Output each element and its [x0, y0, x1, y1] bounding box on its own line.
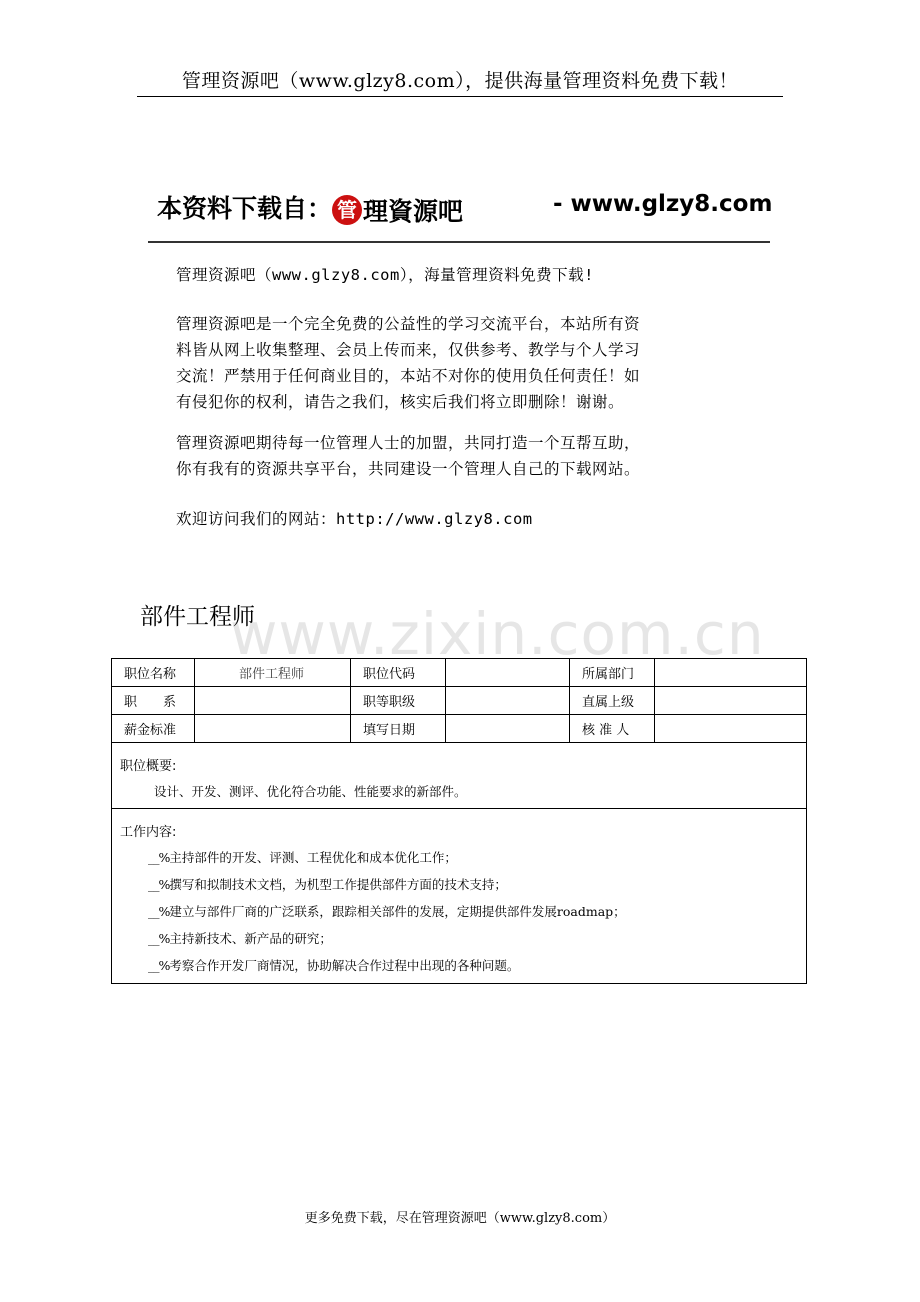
- table-cell-label: 职位名称: [112, 659, 195, 687]
- intro-p2-line: 有侵犯你的权利，请告之我们，核实后我们将立即删除！谢谢。: [176, 393, 625, 411]
- list-item: [120, 952, 806, 979]
- intro-p2-line: 交流！严禁用于任何商业目的，本站不对你的使用负任何责任！如: [176, 367, 641, 385]
- intro-line1: 管理资源吧（www.glzy8.com），海量管理资料免费下载!: [176, 266, 594, 284]
- table-cell-label: 薪金标准: [112, 715, 195, 743]
- doc-title: 部件工程师: [140, 604, 255, 630]
- intro-p3-line: 你有我有的资源共享平台，共同建设一个管理人自己的下载网站。: [176, 460, 641, 478]
- intro-paragraph-3: [176, 430, 640, 482]
- table-cell-value: [446, 687, 570, 715]
- duty-text: 主持新技术、新产品的研究；: [169, 931, 332, 946]
- overview-cell: [112, 743, 807, 809]
- intro-welcome: 欢迎访问我们的网站：http://www.glzy8.com: [176, 510, 533, 528]
- table-cell-value: [446, 659, 570, 687]
- page-footer: 更多免费下载，尽在管理资源吧（www.glzy8.com）: [304, 1211, 616, 1226]
- brand-name: 理資源吧: [363, 197, 464, 226]
- table-cell-value: [195, 715, 351, 743]
- intro-p2-line: 管理资源吧是一个完全免费的公益性的学习交流平台，本站所有资: [176, 315, 641, 333]
- table-cell-value: [655, 687, 807, 715]
- table-cell-label: 职位代码: [351, 659, 446, 687]
- list-item: [120, 898, 806, 925]
- table-cell-value: 部件工程师: [195, 659, 351, 687]
- duty-prefix: __%: [148, 958, 170, 973]
- duty-prefix: __%: [148, 931, 170, 946]
- table-cell-value: [655, 659, 807, 687]
- duties-label: 工作内容:: [120, 825, 177, 840]
- list-item: [120, 871, 806, 898]
- table-cell-label: 职 系: [112, 687, 195, 715]
- table-row: [112, 715, 807, 743]
- table-cell-value: [655, 715, 807, 743]
- table-row: [112, 659, 807, 687]
- banner-divider: [148, 241, 770, 243]
- duties-cell: [112, 809, 807, 984]
- duty-text: 考察合作开发厂商情况，协助解决合作过程中出现的各种问题。: [169, 958, 520, 973]
- table-cell-value: [446, 715, 570, 743]
- table-cell-value: [195, 687, 351, 715]
- duty-text: 建立与部件厂商的广泛联系，跟踪相关部件的发展，定期提供部件发展roadmap；: [169, 904, 626, 919]
- duty-prefix: __%: [148, 904, 170, 919]
- brand-logo: [332, 192, 463, 228]
- overview-label: 职位概要:: [120, 759, 177, 774]
- intro-p3-line: 管理资源吧期待每一位管理人士的加盟，共同打造一个互帮互助，: [176, 434, 641, 452]
- table-cell-label: 职等职级: [351, 687, 446, 715]
- logo-char: 管: [332, 195, 362, 225]
- table-cell-label: 直属上级: [570, 687, 655, 715]
- table-cell-label: 填写日期: [351, 715, 446, 743]
- banner-url: - www.glzy8.com: [553, 191, 773, 217]
- duty-text: 撰写和拟制技术文档，为机型工作提供部件方面的技术支持；: [169, 877, 507, 892]
- duties-list: [120, 844, 806, 979]
- banner-title: [157, 189, 463, 228]
- intro-paragraph-2: [176, 311, 640, 415]
- overview-text: 设计、开发、测评、优化符合功能、性能要求的新部件。: [154, 784, 467, 799]
- duty-prefix: __%: [148, 877, 170, 892]
- duty-prefix: __%: [148, 850, 170, 865]
- watermark: www.zixin.com.cn: [230, 600, 765, 668]
- job-description-table: [111, 658, 807, 984]
- duties-row: [112, 809, 807, 984]
- table-row: [112, 687, 807, 715]
- list-item: [120, 844, 806, 871]
- table-cell-label: 所属部门: [570, 659, 655, 687]
- page-header: 管理资源吧（www.glzy8.com），提供海量管理资料免费下载！: [181, 70, 739, 92]
- header-divider: [137, 96, 783, 97]
- duty-text: 主持部件的开发、评测、工程优化和成本优化工作；: [169, 850, 457, 865]
- overview-row: [112, 743, 807, 809]
- table-cell-label: 核 准 人: [570, 715, 655, 743]
- list-item: [120, 925, 806, 952]
- intro-p2-line: 料皆从网上收集整理、会员上传而来，仅供参考、教学与个人学习: [176, 341, 641, 359]
- banner-prefix: 本资料下载自：: [157, 194, 333, 223]
